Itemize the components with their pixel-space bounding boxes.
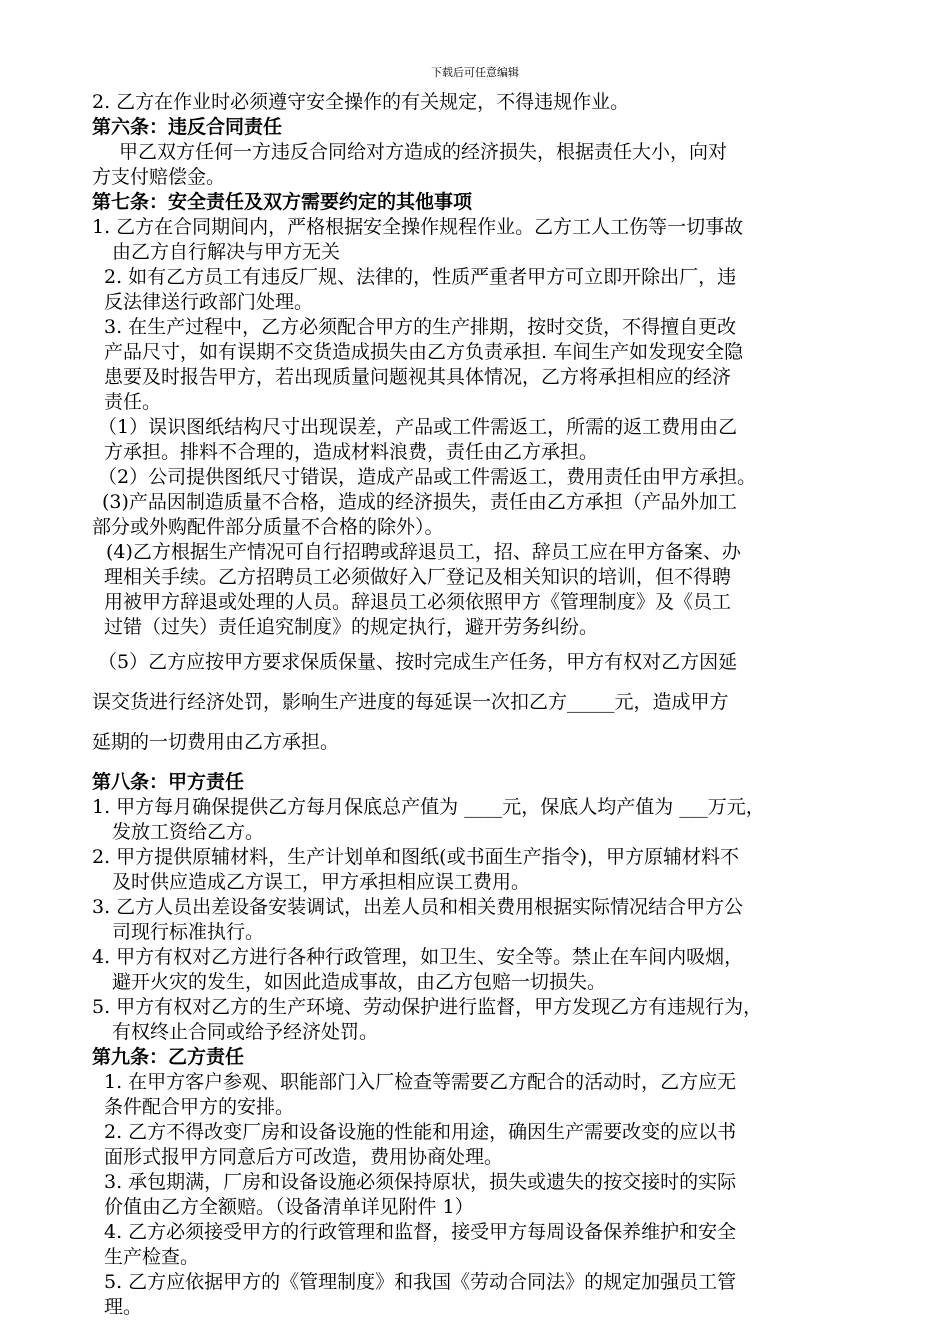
text-line: 用被甲方辞退或处理的人员。辞退员工必须依照甲方《管理制度》及《员工 (104, 591, 732, 613)
text-line: 避开火灾的发生，如因此造成事故，由乙方包赔一切损失。 (112, 971, 607, 993)
text-line: 1. 在甲方客户参观、职能部门入厂检查等需要乙方配合的活动时，乙方应无 (104, 1071, 737, 1093)
text-line: 4. 甲方有权对乙方进行各种行政管理，如卫生、安全等。禁止在车间内吸烟， (92, 946, 744, 968)
article-6-heading: 第六条：违反合同责任 (92, 116, 283, 138)
text-line: 甲乙双方任何一方违反合同给对方造成的经济损失，根据责任大小，向对 (119, 141, 728, 163)
text-line: 患要及时报告甲方，若出现质量问题视其具体情况，乙方将承担相应的经济 (104, 366, 732, 388)
text-line: 有权终止合同或给予经济处罚。 (112, 1021, 379, 1043)
text-line: 方支付赔偿金。 (92, 166, 226, 188)
text-line: 4. 乙方必须接受甲方的行政管理和监督，接受甲方每周设备保养维护和安全 (104, 1221, 737, 1243)
article-7-heading: 第七条：安全责任及双方需要约定的其他事项 (92, 191, 473, 213)
text-line: 1. 甲方每月确保提供乙方每月保底总产值为 ____元，保底人均产值为 ___万元， (92, 796, 765, 818)
text-line: （1）误识图纸结构尺寸出现误差，产品或工件需返工，所需的返工费用由乙 (98, 416, 738, 438)
article-9-heading: 第九条：乙方责任 (92, 1046, 245, 1068)
text-line: 过错（过失）责任追究制度》的规定执行，避开劳务纠纷。 (104, 616, 599, 638)
text-line: 面形式报甲方同意后方可改造，费用协商处理。 (104, 1146, 504, 1168)
text-line: (3)产品因制造质量不合格，造成的经济损失，责任由乙方承担（产品外加工 (102, 491, 737, 513)
text-line: 1. 乙方在合同期间内，严格根据安全操作规程作业。乙方工人工伤等一切事故 (92, 216, 744, 238)
text-line: 理相关手续。乙方招聘员工必须做好入厂登记及相关知识的培训，但不得聘 (104, 566, 732, 588)
article-8-heading: 第八条：甲方责任 (92, 771, 245, 793)
text-line: 司现行标准执行。 (112, 921, 265, 943)
text-line: 3. 乙方人员出差设备安装调试，出差人员和相关费用根据实际情况结合甲方公 (92, 896, 744, 918)
text-line: 5. 乙方应依据甲方的《管理制度》和我国《劳动合同法》的规定加强员工管 (104, 1271, 737, 1293)
text-line: 反法律送行政部门处理。 (104, 291, 314, 313)
text-line: 条件配合甲方的安排。 (104, 1096, 295, 1118)
text-line: 责任。 (104, 391, 162, 413)
text-line: （2）公司提供图纸尺寸错误，造成产品或工件需返工，费用责任由甲方承担。 (98, 466, 757, 488)
text-line: （5）乙方应按甲方要求保质保量、按时完成生产任务，甲方有权对乙方因延 (98, 651, 738, 673)
text-line: 生产检查。 (104, 1246, 200, 1268)
text-line: 理。 (104, 1296, 143, 1318)
text-line: 3. 承包期满，厂房和设备设施必须保持原状，损失或遗失的按交接时的实际 (104, 1171, 737, 1193)
text-line: 产品尺寸，如有误期不交货造成损失由乙方负责承担. 车间生产如发现安全隐 (104, 341, 744, 363)
text-line: 价值由乙方全额赔。（设备清单详见附件 1） (104, 1196, 474, 1218)
text-line: 2. 甲方提供原辅材料，生产计划单和图纸(或书面生产指令)，甲方原辅材料不 (92, 846, 739, 868)
text-line: 及时供应造成乙方误工，甲方承担相应误工费用。 (112, 871, 531, 893)
text-line: 由乙方自行解决与甲方无关 (112, 241, 341, 263)
text-line: 发放工资给乙方。 (112, 821, 265, 843)
text-line: 方承担。排料不合理的，造成材料浪费，责任由乙方承担。 (104, 441, 599, 463)
text-line: 3. 在生产过程中，乙方必须配合甲方的生产排期，按时交货，不得擅自更改 (104, 316, 737, 338)
text-line: 5. 甲方有权对乙方的生产环境、劳动保护进行监督，甲方发现乙方有违规行为， (92, 996, 763, 1018)
page-header: 下载后可任意编辑 (431, 66, 519, 79)
document-body (92, 90, 868, 1320)
text-line: 2. 如有乙方员工有违反厂规、法律的，性质严重者甲方可立即开除出厂，违 (104, 266, 737, 288)
text-line: (4)乙方根据生产情况可自行招聘或辞退员工，招、辞员工应在甲方备案、办 (106, 541, 741, 563)
text-line: 延期的一切费用由乙方承担。 (92, 731, 340, 753)
text-line: 2. 乙方在作业时必须遵守安全操作的有关规定，不得违规作业。 (92, 91, 630, 113)
text-line: 部分或外购配件部分质量不合格的除外）。 (92, 516, 444, 538)
text-line: 误交货进行经济处罚，影响生产进度的每延误一次扣乙方_____元，造成甲方 (92, 691, 729, 713)
text-line: 2. 乙方不得改变厂房和设备设施的性能和用途，确因生产需要改变的应以书 (104, 1121, 737, 1143)
